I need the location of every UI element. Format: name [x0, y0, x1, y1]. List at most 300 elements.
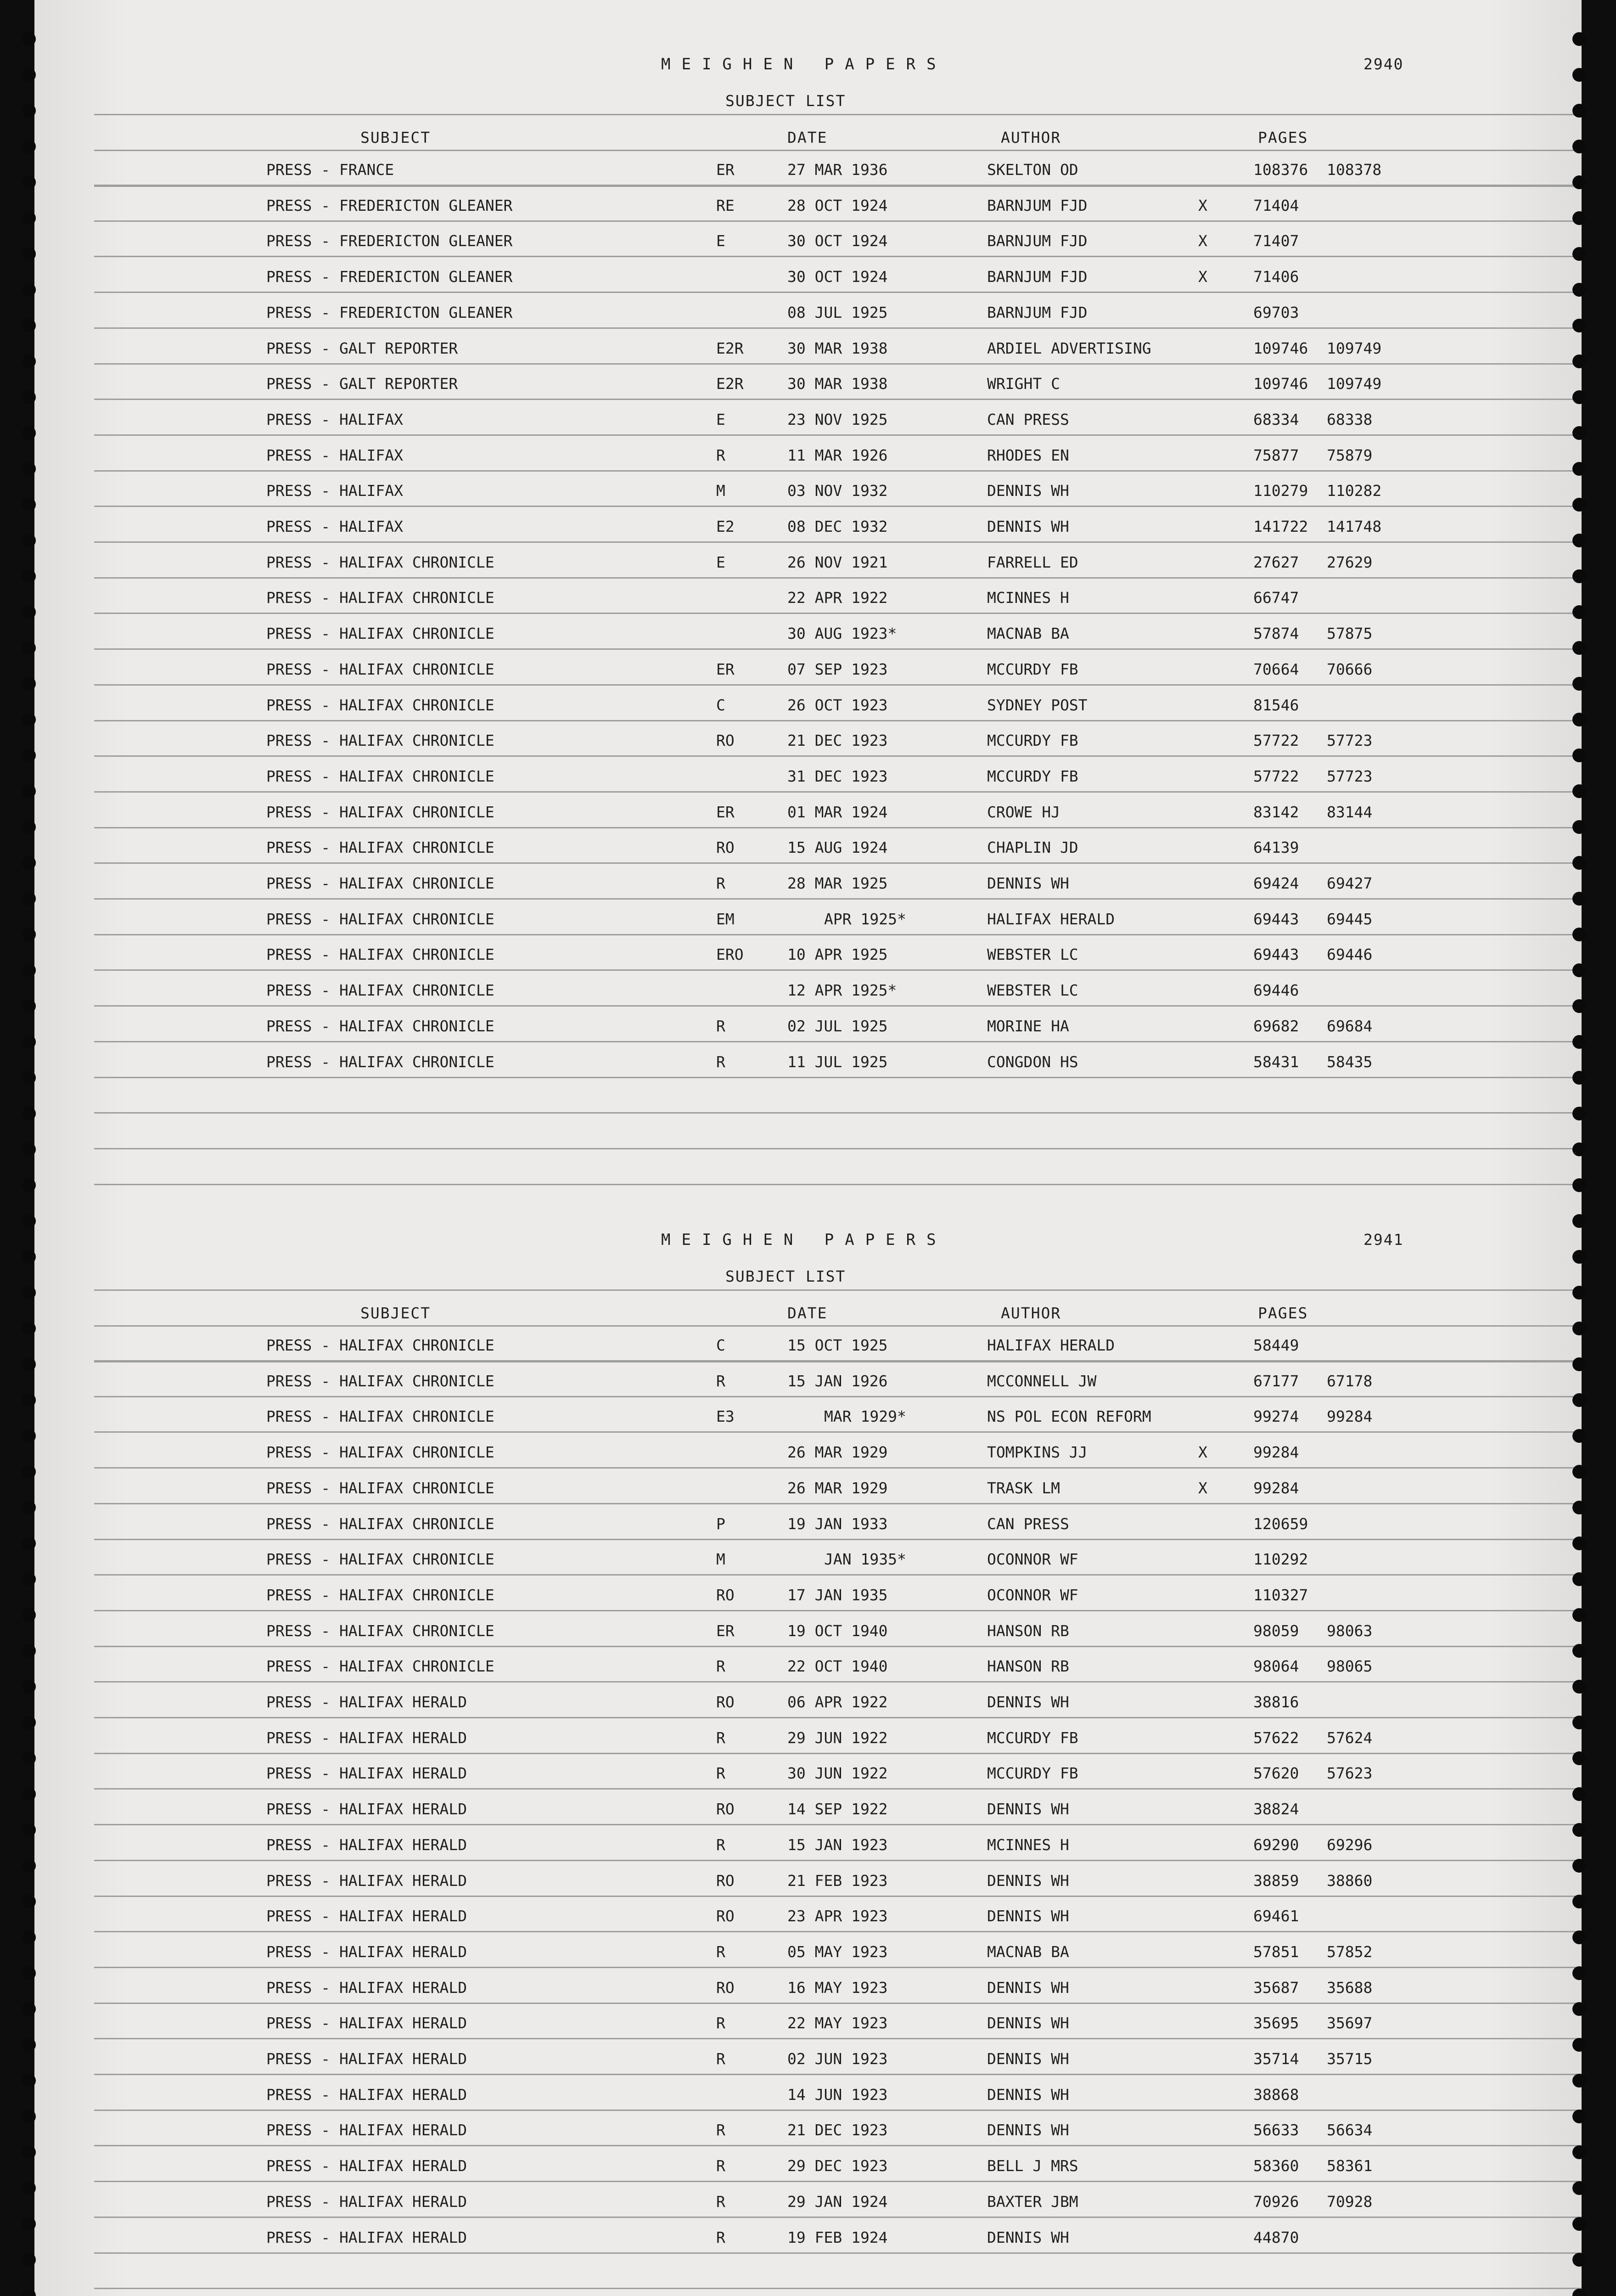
pages-from-cell: 110279	[1253, 482, 1308, 500]
author-cell: DENNIS WH	[987, 2228, 1069, 2246]
sprocket-hole	[22, 748, 36, 762]
sprocket-hole	[1572, 892, 1586, 906]
date-cell: 06 APR 1922	[787, 1693, 888, 1711]
pages-from-cell: 75877	[1253, 446, 1299, 464]
sprocket-hole	[1572, 1751, 1586, 1765]
code-cell: ERO	[716, 945, 744, 963]
sprocket-hole	[1572, 784, 1586, 798]
code-cell: E	[716, 553, 725, 571]
date-cell: 15 OCT 1925	[787, 1336, 888, 1354]
ruled-line	[94, 791, 1582, 793]
pages-to-cell: 27629	[1327, 553, 1373, 571]
author-cell: HANSON RB	[987, 1657, 1069, 1675]
column-header-date: DATE	[787, 1304, 828, 1322]
subject-cell: PRESS - HALIFAX CHRONICLE	[266, 589, 494, 607]
pages-from-cell: 67177	[1253, 1372, 1299, 1390]
sprocket-hole	[1572, 2181, 1586, 2195]
sprocket-hole	[1572, 856, 1586, 870]
sprocket-hole	[22, 1142, 36, 1156]
ruled-line	[94, 2110, 1582, 2111]
subject-cell: PRESS - HALIFAX CHRONICLE	[266, 803, 494, 821]
date-cell: 26 MAR 1929	[787, 1479, 888, 1497]
flag-cell: X	[1198, 1479, 1207, 1497]
date-cell: 15 JAN 1923	[787, 1836, 888, 1854]
sprocket-hole	[22, 820, 36, 834]
pages-from-cell: 81546	[1253, 696, 1299, 714]
sprocket-hole	[1572, 1930, 1586, 1944]
ruled-line	[94, 1467, 1582, 1469]
code-cell: RO	[716, 1800, 735, 1818]
sprocket-hole	[1572, 1572, 1586, 1586]
code-cell: R	[716, 2228, 725, 2246]
code-cell: ER	[716, 803, 735, 821]
sprocket-hole	[22, 569, 36, 583]
pages-from-cell: 98064	[1253, 1657, 1299, 1675]
ruled-line	[94, 2252, 1582, 2254]
pages-from-cell: 57722	[1253, 767, 1299, 785]
report-subtitle: SUBJECT LIST	[725, 92, 846, 110]
ruled-line	[94, 720, 1582, 721]
report-title: MEIGHEN PAPERS	[661, 55, 947, 73]
code-cell: R	[716, 1657, 725, 1675]
ruled-line	[94, 114, 1582, 115]
pages-to-cell: 57623	[1327, 1764, 1373, 1782]
author-cell: MCCURDY FB	[987, 767, 1078, 785]
sprocket-hole	[1572, 1357, 1586, 1371]
pages-from-cell: 99284	[1253, 1443, 1299, 1461]
report-subtitle: SUBJECT LIST	[725, 1267, 846, 1285]
code-cell: R	[716, 1943, 725, 1961]
ruled-line	[94, 1396, 1582, 1397]
pages-to-cell: 141748	[1327, 518, 1382, 535]
subject-cell: PRESS - HALIFAX HERALD	[266, 2121, 467, 2139]
sprocket-hole	[22, 2038, 36, 2052]
ruled-line	[94, 1824, 1582, 1825]
date-cell: 23 APR 1923	[787, 1907, 888, 1925]
sprocket-hole	[22, 68, 36, 82]
ruled-line	[94, 755, 1582, 757]
sprocket-hole	[1572, 1322, 1586, 1335]
code-cell: R	[716, 1372, 725, 1390]
sprocket-hole	[22, 1751, 36, 1765]
ruled-line	[94, 470, 1582, 472]
ruled-line	[94, 1539, 1582, 1540]
date-cell: 03 NOV 1932	[787, 482, 888, 500]
sprocket-hole	[1572, 1680, 1586, 1694]
code-cell: RO	[716, 1979, 735, 1997]
pages-from-cell: 68334	[1253, 411, 1299, 428]
subject-cell: PRESS - HALIFAX CHRONICLE	[266, 874, 494, 892]
sprocket-hole	[22, 1966, 36, 1980]
ruled-line	[94, 506, 1582, 507]
subject-cell: PRESS - HALIFAX HERALD	[266, 2086, 467, 2104]
subject-cell: PRESS - GALT REPORTER	[266, 339, 458, 357]
author-cell: FARRELL ED	[987, 553, 1078, 571]
subject-cell: PRESS - HALIFAX HERALD	[266, 1979, 467, 1997]
sprocket-hole	[22, 211, 36, 225]
sprocket-hole	[1572, 1286, 1586, 1300]
sprocket-hole	[22, 498, 36, 512]
sprocket-hole	[22, 355, 36, 368]
code-cell: P	[716, 1515, 725, 1533]
subject-cell: PRESS - HALIFAX HERALD	[266, 2157, 467, 2175]
sprocket-hole	[1572, 1716, 1586, 1729]
pages-from-cell: 58449	[1253, 1336, 1299, 1354]
pages-from-cell: 57722	[1253, 732, 1299, 749]
pages-from-cell: 56633	[1253, 2121, 1299, 2139]
sprocket-hole	[1572, 569, 1586, 583]
date-cell: 29 JAN 1924	[787, 2193, 888, 2211]
subject-cell: PRESS - HALIFAX HERALD	[266, 2014, 467, 2032]
author-cell: SYDNEY POST	[987, 696, 1088, 714]
pages-to-cell: 57875	[1327, 625, 1373, 642]
code-cell: RO	[716, 1907, 735, 1925]
pages-to-cell: 108378	[1327, 161, 1382, 179]
sprocket-hole	[22, 390, 36, 404]
sprocket-hole	[22, 892, 36, 906]
code-cell: E2	[716, 518, 735, 535]
code-cell: R	[716, 1836, 725, 1854]
pages-from-cell: 110292	[1253, 1550, 1308, 1568]
sprocket-hole	[1572, 1429, 1586, 1443]
sprocket-hole	[22, 1393, 36, 1407]
sprocket-hole	[22, 1178, 36, 1192]
subject-cell: PRESS - HALIFAX CHRONICLE	[266, 732, 494, 749]
sprocket-hole	[22, 1429, 36, 1443]
date-cell: 22 APR 1922	[787, 589, 888, 607]
subject-cell: PRESS - HALIFAX CHRONICLE	[266, 1017, 494, 1035]
ruled-line	[94, 2038, 1582, 2039]
subject-cell: PRESS - FREDERICTON GLEANER	[266, 304, 513, 321]
code-cell: R	[716, 2014, 725, 2032]
pages-from-cell: 64139	[1253, 838, 1299, 856]
ruled-line	[94, 1610, 1582, 1611]
flag-cell: X	[1198, 268, 1207, 286]
subject-cell: PRESS - HALIFAX	[266, 518, 404, 535]
sprocket-hole	[1572, 1608, 1586, 1622]
subject-cell: PRESS - HALIFAX CHRONICLE	[266, 910, 494, 928]
sprocket-hole	[1572, 2145, 1586, 2159]
sprocket-hole	[1572, 2253, 1586, 2267]
code-cell: R	[716, 874, 725, 892]
ruled-line	[94, 1574, 1582, 1576]
code-cell: ER	[716, 1622, 735, 1640]
pages-from-cell: 35687	[1253, 1979, 1299, 1997]
ruled-line	[94, 363, 1582, 365]
author-cell: DENNIS WH	[987, 2086, 1069, 2104]
author-cell: HALIFAX HERALD	[987, 1336, 1115, 1354]
subject-cell: PRESS - HALIFAX CHRONICLE	[266, 1550, 494, 1568]
subject-cell: PRESS - HALIFAX HERALD	[266, 1872, 467, 1890]
code-cell: M	[716, 482, 725, 500]
sprocket-hole	[1572, 2038, 1586, 2052]
pages-to-cell: 67178	[1327, 1372, 1373, 1390]
ruled-line	[94, 292, 1582, 293]
author-cell: DENNIS WH	[987, 1693, 1069, 1711]
subject-cell: PRESS - HALIFAX HERALD	[266, 1729, 467, 1747]
sprocket-hole	[1572, 605, 1586, 619]
pages-from-cell: 69682	[1253, 1017, 1299, 1035]
date-cell: 28 OCT 1924	[787, 197, 888, 214]
author-cell: BAXTER JBM	[987, 2193, 1078, 2211]
pages-to-cell: 58435	[1327, 1053, 1373, 1071]
date-cell: 02 JUN 1923	[787, 2050, 888, 2068]
date-cell: 29 JUN 1922	[787, 1729, 888, 1747]
date-cell: 29 DEC 1923	[787, 2157, 888, 2175]
subject-cell: PRESS - HALIFAX	[266, 411, 404, 428]
date-cell: 26 OCT 1923	[787, 696, 888, 714]
ruled-line	[94, 1931, 1582, 1932]
ruled-line	[94, 969, 1582, 971]
date-cell: 22 OCT 1940	[787, 1657, 888, 1675]
ruled-line	[94, 648, 1582, 650]
pages-from-cell: 69424	[1253, 874, 1299, 892]
sprocket-hole	[22, 1286, 36, 1300]
pages-from-cell: 57874	[1253, 625, 1299, 642]
sprocket-hole	[22, 1536, 36, 1550]
ruled-line	[94, 434, 1582, 436]
code-cell: C	[716, 1336, 725, 1354]
ruled-line	[94, 613, 1582, 614]
subject-cell: PRESS - HALIFAX CHRONICLE	[266, 696, 494, 714]
code-cell: E2R	[716, 339, 744, 357]
sprocket-hole	[22, 462, 36, 476]
sprocket-hole	[1572, 32, 1586, 46]
pages-from-cell: 71407	[1253, 232, 1299, 250]
sprocket-hole	[22, 1465, 36, 1479]
ruled-line	[94, 2074, 1582, 2075]
date-cell: 21 DEC 1923	[787, 2121, 888, 2139]
sprocket-hole	[22, 2110, 36, 2123]
code-cell: RO	[716, 1872, 735, 1890]
date-cell: 30 OCT 1924	[787, 232, 888, 250]
sprocket-hole	[1572, 1501, 1586, 1514]
pages-from-cell: 109746	[1253, 339, 1308, 357]
sprocket-hole	[1572, 355, 1586, 368]
subject-cell: PRESS - HALIFAX HERALD	[266, 2050, 467, 2068]
sprocket-hole	[1572, 247, 1586, 261]
sprocket-hole	[1572, 1536, 1586, 1550]
date-cell: 02 JUL 1925	[787, 1017, 888, 1035]
subject-cell: PRESS - HALIFAX CHRONICLE	[266, 660, 494, 678]
ruled-line	[94, 1325, 1582, 1327]
page-number: 2941	[1364, 1231, 1404, 1249]
code-cell: M	[716, 1550, 725, 1568]
subject-cell: PRESS - HALIFAX	[266, 482, 404, 500]
date-cell: 30 MAR 1938	[787, 375, 888, 393]
subject-cell: PRESS - HALIFAX CHRONICLE	[266, 838, 494, 856]
flag-cell: X	[1198, 1443, 1207, 1461]
column-header-pages: PAGES	[1258, 1304, 1308, 1322]
author-cell: HANSON RB	[987, 1622, 1069, 1640]
pages-to-cell: 69445	[1327, 910, 1373, 928]
sprocket-hole	[1572, 677, 1586, 691]
author-cell: WEBSTER LC	[987, 945, 1078, 963]
sprocket-hole	[1572, 641, 1586, 655]
code-cell: ER	[716, 660, 735, 678]
subject-cell: PRESS - HALIFAX CHRONICLE	[266, 553, 494, 571]
subject-cell: PRESS - HALIFAX HERALD	[266, 2193, 467, 2211]
ruled-line	[94, 1148, 1582, 1149]
sprocket-hole	[22, 1716, 36, 1729]
ruled-line	[94, 2145, 1582, 2146]
code-cell: R	[716, 1053, 725, 1071]
code-cell: RO	[716, 1693, 735, 1711]
ruled-line	[94, 898, 1582, 900]
pages-from-cell: 98059	[1253, 1622, 1299, 1640]
subject-cell: PRESS - FRANCE	[266, 161, 394, 179]
ruled-line	[94, 2217, 1582, 2218]
date-cell: 08 JUL 1925	[787, 304, 888, 321]
pages-to-cell: 109749	[1327, 339, 1382, 357]
pages-from-cell: 57622	[1253, 1729, 1299, 1747]
code-cell: ER	[716, 161, 735, 179]
pages-to-cell: 99284	[1327, 1407, 1373, 1425]
date-cell: 27 MAR 1936	[787, 161, 888, 179]
sprocket-hole	[1572, 1644, 1586, 1658]
ruled-line	[94, 934, 1582, 935]
author-cell: DENNIS WH	[987, 1872, 1069, 1890]
sprocket-hole	[1572, 963, 1586, 977]
code-cell: RO	[716, 838, 735, 856]
sprocket-hole	[1572, 68, 1586, 82]
ruled-line	[94, 1112, 1582, 1114]
author-cell: WRIGHT C	[987, 375, 1060, 393]
subject-cell: PRESS - HALIFAX CHRONICLE	[266, 1515, 494, 1533]
subject-cell: PRESS - HALIFAX HERALD	[266, 1800, 467, 1818]
code-cell: R	[716, 446, 725, 464]
sprocket-hole	[1572, 462, 1586, 476]
sprocket-hole	[22, 2253, 36, 2267]
code-cell: RO	[716, 732, 735, 749]
sprocket-hole	[22, 1823, 36, 1837]
pages-from-cell: 38868	[1253, 2086, 1299, 2104]
sprocket-hole	[1572, 1142, 1586, 1156]
ruled-line	[94, 327, 1582, 329]
column-header-author: AUTHOR	[1001, 129, 1061, 146]
ruled-line	[94, 1896, 1582, 1897]
pages-from-cell: 69446	[1253, 981, 1299, 999]
sprocket-hole	[22, 104, 36, 118]
date-cell: 26 NOV 1921	[787, 553, 888, 571]
date-cell: 19 JAN 1933	[787, 1515, 888, 1533]
date-cell: 11 MAR 1926	[787, 446, 888, 464]
sprocket-hole	[22, 784, 36, 798]
ruled-line	[94, 1503, 1582, 1504]
pages-to-cell: 35697	[1327, 2014, 1373, 2032]
ruled-line	[94, 1184, 1582, 1185]
pages-to-cell: 68338	[1327, 411, 1373, 428]
sprocket-hole	[1572, 2110, 1586, 2123]
pages-to-cell: 70666	[1327, 660, 1373, 678]
sprocket-hole	[1572, 1107, 1586, 1120]
sprocket-hole	[1572, 928, 1586, 941]
date-cell: 08 DEC 1932	[787, 518, 888, 535]
sprocket-hole	[1572, 2217, 1586, 2231]
sprocket-hole	[22, 1322, 36, 1335]
pages-from-cell: 35695	[1253, 2014, 1299, 2032]
date-cell: 11 JUL 1925	[787, 1053, 888, 1071]
pages-from-cell: 141722	[1253, 518, 1308, 535]
sprocket-hole	[22, 283, 36, 297]
report-title: MEIGHEN PAPERS	[661, 1231, 947, 1249]
sprocket-hole	[22, 1644, 36, 1658]
sprocket-hole	[22, 928, 36, 941]
author-cell: ARDIEL ADVERTISING	[987, 339, 1151, 357]
subject-cell: PRESS - HALIFAX HERALD	[266, 2228, 467, 2246]
sprocket-hole	[1572, 1787, 1586, 1801]
code-cell: R	[716, 1764, 725, 1782]
sprocket-hole	[1572, 1859, 1586, 1873]
ruled-line	[94, 1646, 1582, 1647]
author-cell: DENNIS WH	[987, 874, 1069, 892]
date-cell: 10 APR 1925	[787, 945, 888, 963]
subject-cell: PRESS - HALIFAX HERALD	[266, 1907, 467, 1925]
subject-cell: PRESS - FREDERICTON GLEANER	[266, 268, 513, 286]
page-number: 2940	[1364, 55, 1404, 73]
ruled-line	[94, 1005, 1582, 1007]
author-cell: DENNIS WH	[987, 1907, 1069, 1925]
author-cell: CAN PRESS	[987, 1515, 1069, 1533]
author-cell: DENNIS WH	[987, 2121, 1069, 2139]
sprocket-hole	[22, 1035, 36, 1049]
sprocket-hole	[1572, 498, 1586, 512]
sprocket-hole	[22, 1787, 36, 1801]
sprocket-hole	[22, 713, 36, 726]
code-cell: RE	[716, 197, 735, 214]
sprocket-hole	[1572, 1823, 1586, 1837]
author-cell: DENNIS WH	[987, 1800, 1069, 1818]
sprocket-hole	[1572, 319, 1586, 332]
subject-cell: PRESS - HALIFAX HERALD	[266, 1764, 467, 1782]
author-cell: CONGDON HS	[987, 1053, 1078, 1071]
date-cell: 01 MAR 1924	[787, 803, 888, 821]
date-cell: 19 OCT 1940	[787, 1622, 888, 1640]
ruled-line	[94, 1860, 1582, 1861]
pages-from-cell: 108376	[1253, 161, 1308, 179]
subject-cell: PRESS - HALIFAX CHRONICLE	[266, 1479, 494, 1497]
column-header-pages: PAGES	[1258, 129, 1308, 146]
sprocket-hole	[22, 963, 36, 977]
column-header-date: DATE	[787, 129, 828, 146]
sprocket-hole	[22, 426, 36, 440]
author-cell: HALIFAX HERALD	[987, 910, 1115, 928]
sprocket-hole	[22, 1572, 36, 1586]
pages-from-cell: 69290	[1253, 1836, 1299, 1854]
pages-to-cell: 35715	[1327, 2050, 1373, 2068]
code-cell: R	[716, 2121, 725, 2139]
sprocket-hole	[22, 1107, 36, 1120]
pages-to-cell: 57723	[1327, 732, 1373, 749]
date-cell: 30 MAR 1938	[787, 339, 888, 357]
sprocket-hole	[22, 534, 36, 547]
sprocket-hole	[1572, 140, 1586, 153]
code-cell: R	[716, 2050, 725, 2068]
pages-from-cell: 44870	[1253, 2228, 1299, 2246]
sprocket-hole	[1572, 1178, 1586, 1192]
pages-to-cell: 98063	[1327, 1622, 1373, 1640]
subject-cell: PRESS - HALIFAX CHRONICLE	[266, 625, 494, 642]
date-cell: 30 JUN 1922	[787, 1764, 888, 1782]
sprocket-hole	[1572, 2002, 1586, 2016]
pages-to-cell: 58361	[1327, 2157, 1373, 2175]
pages-from-cell: 69461	[1253, 1907, 1299, 1925]
author-cell: CHAPLIN JD	[987, 838, 1078, 856]
pages-to-cell: 83144	[1327, 803, 1373, 821]
sprocket-hole	[22, 2289, 36, 2296]
pages-from-cell: 120659	[1253, 1515, 1308, 1533]
ruled-line	[94, 1967, 1582, 1968]
